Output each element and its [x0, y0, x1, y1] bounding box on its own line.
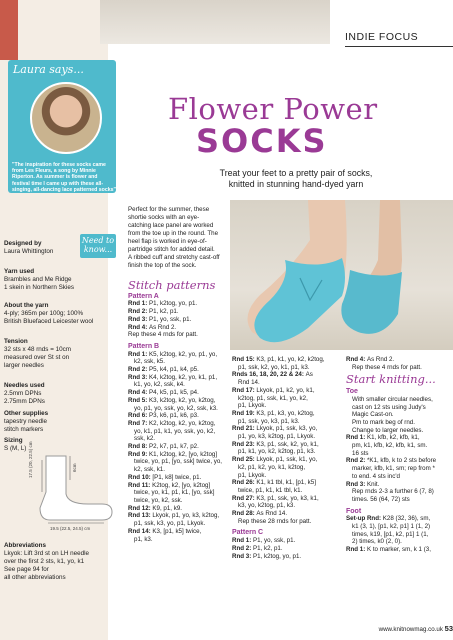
need-to-know-badge: [80, 234, 116, 258]
pattern-line: [346, 450, 450, 458]
rnd-label: Rnds 16, 18, 20, 22 & 24:: [232, 371, 306, 379]
rnd-label: Rnd 4:: [128, 389, 149, 397]
pattern-line: [128, 308, 228, 316]
pattern-b-lines: [128, 351, 228, 544]
diagram-foot-label: 19.5 (22.5, 24.5) cm: [50, 526, 91, 531]
rnd-label: Rnd 25:: [232, 456, 257, 464]
pattern-line: [232, 395, 336, 403]
rnd-text: twice, yo, k2, ssk.: [134, 496, 183, 504]
rnd-text: As Rnd 2.: [366, 356, 395, 363]
rnd-label: Rnd 2:: [346, 457, 367, 465]
yarn-used: [4, 268, 108, 292]
intro-line: heel flap is worked in eye-of-: [128, 238, 207, 245]
pattern-line: [128, 389, 228, 397]
pattern-line: [232, 402, 336, 410]
rnd-text: K2tog, k2, [yo, k2tog]: [152, 481, 211, 489]
rnd-text: P1, k2tog, yo, p1.: [148, 300, 198, 308]
pattern-line: [128, 300, 228, 308]
rnd-text: pm, k1, kfb, k2, kfb, k1, sm.: [352, 442, 428, 450]
rnd-text: As Rnd 14.: [256, 510, 288, 518]
rnd-text: p1, ssk, k2, yo, k1, p1, k3.: [238, 363, 310, 371]
rnd-text: Rnd 14.: [238, 379, 260, 387]
rnd-text: P1, yo, ssk, p1.: [252, 537, 296, 545]
rnd-text: K3, p1, ssk, yo, k3, k1,: [256, 494, 319, 502]
rnd-text: As: [305, 371, 313, 379]
pattern-line: [346, 496, 450, 504]
page-footer: [345, 624, 453, 633]
other-label: Other supplies: [4, 410, 49, 417]
yarn-line-2: 1 skein in Northern Skies: [4, 284, 74, 291]
pattern-line: [232, 425, 336, 433]
pattern-line: [128, 474, 228, 482]
designer-box-title: Laura says...: [13, 63, 84, 76]
pattern-line: [346, 419, 450, 427]
rnd-text: Lkyok, p1, k2, yo, k1,: [256, 386, 315, 394]
rnd-text: ssk, k2.: [134, 435, 155, 443]
pattern-line: [128, 428, 228, 436]
pattern-line: [232, 448, 336, 456]
footer-url: www.knitnowmag.co.uk: [378, 626, 443, 633]
pattern-line: [232, 379, 336, 387]
rnd-text: Magic Cast-on.: [352, 411, 394, 419]
abbreviations: [4, 542, 108, 582]
tension-line-3: larger needles: [4, 362, 44, 369]
rnd-text: [P1, k8] twice, p1.: [152, 473, 202, 481]
tension: [4, 338, 108, 370]
about-yarn: [4, 302, 108, 326]
pattern-line: [346, 473, 450, 481]
rnd-text: K3, k2tog, k2, yo, k2tog,: [148, 396, 216, 404]
pattern-line: [128, 405, 228, 413]
rnd-text: K1, k2tog, k2, [yo, k2tog]: [148, 450, 218, 458]
pattern-line: [128, 466, 228, 474]
rnd-label: Rnd 17:: [232, 386, 257, 394]
needles-line-2: 2.75mm DPNs: [4, 398, 45, 405]
rnd-text: times, k19, [p1, k2, p1] 1 (1,: [352, 530, 429, 538]
sizing-label: Sizing: [4, 437, 23, 444]
designed-by-label: Designed by: [4, 240, 42, 247]
pattern-line: [128, 451, 228, 459]
rnd-label: Rnd 1:: [346, 434, 367, 442]
rnd-text: k2tog, p1, ssk, k1, yo, k2,: [238, 394, 308, 402]
pattern-line: [128, 482, 228, 490]
pattern-line: [128, 358, 228, 366]
rnd-text: With smaller circular needles,: [352, 395, 433, 403]
rnd-text: K3, [p1, k5] twice,: [152, 527, 202, 535]
pattern-line: [346, 538, 450, 546]
tension-line-1: 32 sts x 48 rnds = 10cm: [4, 346, 72, 353]
pattern-line: [128, 381, 228, 389]
rnd-label: Rnd 26:: [232, 479, 257, 487]
rnd-text: Pm to mark beg of rnd.: [352, 418, 415, 426]
intro-line: finish the top of the sock.: [128, 262, 197, 269]
pattern-line: [346, 427, 450, 435]
pattern-line: [128, 316, 228, 324]
rnd-label: Rnd 23:: [232, 440, 257, 448]
pattern-line: [128, 351, 228, 359]
pattern-line: [232, 364, 336, 372]
pattern-line: [346, 434, 450, 442]
rnd-text: Rep these 4 rnds for patt.: [352, 363, 422, 371]
intro-line: from the toe up in the round. The: [128, 230, 219, 237]
pattern-line: [232, 441, 336, 449]
rnd-text: As Rnd 2.: [148, 323, 177, 331]
rnd-label: Rnd 12:: [128, 504, 153, 512]
rnd-label: Rnd 8:: [128, 443, 149, 451]
rnd-label: Rnd 4:: [128, 323, 149, 331]
rnd-label: Rnd 9:: [128, 450, 149, 458]
pattern-line: [232, 433, 336, 441]
pattern-line: [346, 411, 450, 419]
pattern-line: [232, 410, 336, 418]
rnd-text: P3, k6, p1, k6, p3.: [148, 412, 199, 420]
column-1: [128, 278, 228, 543]
toe-lines: [346, 396, 450, 504]
pattern-line: [346, 356, 450, 364]
rnd-text: P5, k4, p1, k4, p5.: [148, 366, 199, 374]
other-line-2: stitch markers: [4, 426, 44, 433]
pattern-c-continued: [346, 356, 450, 371]
pattern-line: [232, 545, 336, 553]
pattern-line: [232, 487, 336, 495]
rnd-label: Rnd 3:: [128, 315, 149, 323]
rnd-text: p1, Lkyok.: [238, 402, 267, 410]
designer-photo: [30, 82, 102, 154]
headline-line-2: SOCKS: [196, 122, 328, 160]
rnd-text: p1, yo, k3, k2tog, p1, Lkyok.: [238, 433, 316, 441]
pattern-c-lines: [232, 537, 336, 560]
rnd-text: K28 (32, 36), sm,: [382, 515, 431, 523]
intro-line: A ribbed cuff and stretchy cast-off: [128, 254, 220, 261]
pattern-line: [346, 546, 450, 554]
rnd-label: Rnd 13:: [128, 512, 153, 520]
rnd-text: K3, p1, k1, yo, k2, k2tog,: [256, 356, 325, 363]
rnd-text: p1, Lkyok.: [238, 471, 267, 479]
start-knitting-heading: Start knitting...: [346, 372, 436, 387]
needles-used: [4, 382, 108, 406]
rnd-text: marker, kfb, k1, sm; rep from *: [352, 465, 435, 473]
pattern-line: [232, 418, 336, 426]
section-rule: [345, 46, 453, 47]
standfirst-line-2: knitted in stunning hand-dyed yarn: [228, 179, 364, 189]
pattern-b-continued: [232, 356, 336, 525]
pattern-line: [346, 457, 450, 465]
pattern-line: [232, 502, 336, 510]
pattern-line: [128, 536, 228, 544]
tension-label: Tension: [4, 338, 28, 345]
designer-quote: "The inspiration for these socks came from Les Fleurs, a song by Minnie Riperton. As summer is flower and festival time I came up with these all-singing, all-dancing lace patterned socks": [12, 162, 116, 193]
rnd-text: K9, p1, k9.: [152, 504, 183, 512]
rnd-text: *K1, kfb, k to 2 sts before: [366, 457, 437, 465]
pattern-line: [232, 510, 336, 518]
rnd-label: Rnd 1:: [128, 300, 149, 308]
sizing: [4, 437, 108, 453]
rnd-text: P1, k2tog, yo, p1.: [252, 552, 302, 560]
abbrev-line-4: all other abbreviations: [4, 574, 66, 581]
column-3: [346, 356, 450, 554]
rnd-text: K4, k2tog, k2, yo, k1, p1,: [148, 373, 218, 381]
other-supplies: [4, 410, 108, 434]
rnd-text: 16 sts: [352, 449, 369, 457]
rnd-text: P1, yo, ssk, p1.: [148, 315, 192, 323]
foot-lines: [346, 515, 450, 554]
rnd-text: K5, k2tog, k2, yo, p1, yo,: [148, 350, 218, 358]
pattern-line: [128, 528, 228, 536]
pattern-line: [232, 464, 336, 472]
rnd-text: K3, p1, k3, yo, k2tog,: [256, 409, 315, 417]
pattern-line: [232, 472, 336, 480]
rnd-text: k2, ssk, k1.: [134, 466, 165, 474]
rnd-text: yo, k1, p1, k1, yo, ssk, yo, k2,: [134, 427, 216, 435]
rnd-text: P2, k7, p1, k7, p2.: [148, 443, 199, 451]
abbrev-line-2: over the first 2 sts, k1, yo, k1: [4, 558, 85, 565]
pattern-line: [128, 497, 228, 505]
page-number: 53: [444, 624, 453, 633]
rnd-text: Rep these 4 rnds for patt.: [128, 331, 198, 339]
diagram-height-label: 17.5 (20, 22.5) cm: [28, 441, 33, 478]
rnd-text: K1, k1 tbl, k1, [p1, k5]: [256, 479, 316, 487]
rnd-label: Rnd 14:: [128, 527, 153, 535]
pattern-line: [346, 531, 450, 539]
rnd-text: to end. 4 sts inc'd: [352, 472, 400, 480]
needles-line-1: 2.5mm DPNs: [4, 390, 42, 397]
intro-paragraph: [128, 206, 228, 270]
rnd-text: p1, ssk, k3, yo, p1, Lkyok.: [134, 520, 206, 528]
rnd-label: Rnd 5:: [128, 396, 149, 404]
rnd-label: Rnd 2:: [232, 544, 253, 552]
rnd-label: Rnd 1:: [232, 537, 253, 545]
socks-photo: [230, 200, 453, 350]
rnd-text: P4, k5, p1, k5, p4.: [148, 389, 199, 397]
pattern-line: [232, 495, 336, 503]
standfirst-line-1: Treat your feet to a pretty pair of socks,: [219, 168, 373, 178]
pattern-line: [346, 404, 450, 412]
rnd-text: k1 (3, 1), [p1, k2, p1] 1 (1, 2): [352, 523, 431, 531]
rnd-label: Set-up Rnd:: [346, 515, 383, 523]
top-photo: [100, 0, 330, 44]
rnd-text: Knit.: [366, 480, 380, 488]
pattern-line: [346, 465, 450, 473]
abbrev-line-3: See page 94 for: [4, 566, 49, 573]
rnd-text: k3, yo, k2tog, p1, k3.: [238, 502, 296, 510]
rnd-label: Rnd 7:: [128, 419, 149, 427]
pattern-line: [346, 515, 450, 523]
rnd-text: twice, p1, k1, k1 tbl, k1.: [238, 486, 303, 494]
rnd-text: k2, ssk, k5.: [134, 358, 165, 366]
yarn-line-1: Brambles and Me Ridge: [4, 276, 72, 283]
rnd-text: K3, p1, ssk, k2, yo, k1,: [256, 440, 319, 448]
standfirst: [146, 168, 446, 190]
rnd-label: Rnd 27:: [232, 494, 257, 502]
intro-line: catching lace panel are worked: [128, 222, 214, 229]
pattern-line: [346, 481, 450, 489]
rnd-label: Rnd 2:: [128, 366, 149, 374]
rnd-label: Rnd 3:: [128, 373, 149, 381]
section-tag: INDIE FOCUS: [345, 31, 419, 43]
intro-line: partridge stitch for added detail.: [128, 246, 215, 253]
rnd-text: Change to larger needles.: [352, 426, 424, 434]
pattern-line: [232, 479, 336, 487]
rnd-label: Rnd 1:: [128, 350, 149, 358]
pattern-line: [232, 553, 336, 561]
needles-label: Needles used: [4, 382, 45, 389]
pattern-line: [346, 396, 450, 404]
pattern-line: [128, 374, 228, 382]
need-to-line-2: know...: [83, 245, 113, 254]
pattern-line: [128, 366, 228, 374]
pattern-line: [128, 443, 228, 451]
rnd-label: Rnd 21:: [232, 425, 257, 433]
pattern-line: [128, 324, 228, 332]
rnd-label: Rnd 11:: [128, 481, 153, 489]
socks-illustration: [230, 200, 453, 350]
pattern-line: [128, 397, 228, 405]
rnd-label: Rnd 4:: [346, 356, 367, 363]
rnd-text: p1, ssk, yo, k3, p1, k3.: [238, 417, 300, 425]
need-to-line-1: Need to: [81, 236, 115, 245]
rnd-text: p1, k1, yo, k2, k2tog, p1, k3.: [238, 448, 316, 456]
rnd-text: P1, k2, p1.: [252, 544, 283, 552]
rnd-text: p1, k3.: [134, 535, 153, 543]
tension-line-2: measured over St st on: [4, 354, 70, 361]
diagram-cuff-label: 6cm: [72, 463, 77, 472]
right-sock: [341, 270, 402, 334]
pattern-line: [128, 435, 228, 443]
intro-line: Perfect for the summer, these: [128, 206, 210, 213]
pattern-line: [232, 518, 336, 526]
pattern-line: [128, 505, 228, 513]
other-line-1: tapestry needle: [4, 418, 48, 425]
intro-line: shortie socks with an eye-: [128, 214, 200, 221]
rnd-label: Rnd 10:: [128, 473, 153, 481]
rnd-label: Rnd 15:: [232, 356, 257, 363]
toe-heading: Toe: [346, 388, 358, 396]
rnd-text: Lkyok, p1, ssk, k3, yo,: [256, 425, 318, 433]
pattern-line: [128, 489, 228, 497]
designed-by-value: Laura Whittington: [4, 248, 54, 255]
rnd-text: cast on 12 sts using Judy's: [352, 403, 426, 411]
pattern-line: [346, 442, 450, 450]
rnd-label: Rnd 1:: [346, 546, 367, 554]
column-2: [232, 356, 336, 560]
rnd-text: 2) times, k0 (2, 0).: [352, 538, 402, 546]
pattern-line: [128, 331, 228, 339]
rnd-text: P1, k2, p1.: [148, 308, 179, 316]
rnd-text: Rep rnds 2-3 a further 6 (7, 8): [352, 488, 434, 496]
pattern-line: [232, 456, 336, 464]
pattern-line: [232, 356, 336, 364]
rnd-text: times. 56 (64, 72) sts: [352, 495, 410, 503]
rnd-label: Rnd 28:: [232, 510, 257, 518]
pattern-line: [128, 458, 228, 466]
rnd-text: k1, yo, k2, ssk, k4.: [134, 381, 185, 389]
about-line-2: British Bluefaced Leicester wool: [4, 318, 94, 325]
rnd-text: twice, yo, k1, p1, k1, [yo, ssk]: [134, 489, 215, 497]
foot-heading: Foot: [346, 507, 362, 515]
pattern-line: [232, 537, 336, 545]
sizing-value: S (M, L): [4, 445, 27, 452]
about-label: About the yarn: [4, 302, 49, 309]
about-line-1: 4-ply; 365m per 100g; 100%: [4, 310, 84, 317]
pattern-line: [232, 387, 336, 395]
pattern-line: [232, 371, 336, 379]
rnd-text: k2, p1, k2, yo, k1, k2tog,: [238, 463, 306, 471]
rnd-label: Rnd 19:: [232, 409, 257, 417]
abbrev-line-1: Lkyok: Lift 3rd st on LH needle: [4, 550, 90, 557]
stitch-patterns-heading: Stitch patterns: [128, 278, 216, 292]
pattern-line: [346, 364, 450, 372]
pattern-line: [346, 488, 450, 496]
rnd-text: yo, p1, yo, ssk, yo, k2, ssk, k3.: [134, 404, 218, 412]
abbrev-label: Abbreviations: [4, 542, 46, 549]
rnd-text: K2, k2tog, k2, yo, k2tog,: [148, 419, 216, 427]
pattern-line: [128, 520, 228, 528]
pattern-a-lines: [128, 300, 228, 339]
rnd-text: twice, yo, p1, [yo, ssk] twice, yo,: [134, 458, 223, 466]
rnd-label: Rnd 3:: [346, 480, 367, 488]
rnd-label: Rnd 6:: [128, 412, 149, 420]
pattern-line: [346, 523, 450, 531]
pattern-a-heading: Pattern A: [128, 292, 159, 300]
pattern-b-heading: Pattern B: [128, 342, 160, 350]
rnd-text: K to marker, sm, k 1 (3,: [366, 546, 431, 554]
rnd-label: Rnd 3:: [232, 552, 253, 560]
yarn-label: Yarn used: [4, 268, 35, 275]
rnd-text: Lkyok, p1, ssk, k1, yo,: [256, 456, 318, 464]
rnd-text: Rep these 28 rnds for patt.: [238, 517, 312, 525]
headline-line-1: Flower Power: [168, 92, 378, 126]
rnd-text: Lkyok, p1, yo, k3, k2tog,: [152, 512, 220, 520]
pattern-line: [128, 512, 228, 520]
top-photo-strip: [0, 0, 18, 60]
rnd-text: K1, kfb, k2, kfb, k1,: [366, 434, 420, 442]
pattern-line: [128, 412, 228, 420]
pattern-line: [128, 420, 228, 428]
rnd-label: Rnd 2:: [128, 308, 149, 316]
pattern-c-heading: Pattern C: [232, 529, 264, 537]
